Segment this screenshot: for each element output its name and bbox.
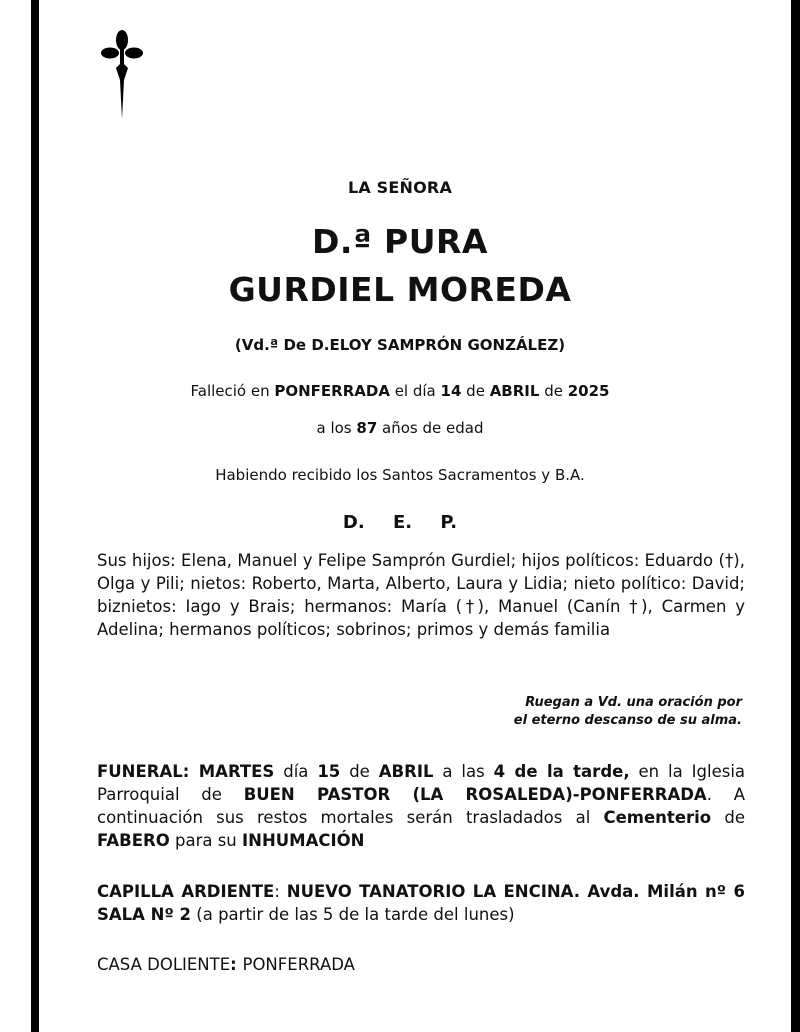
funeral-text: de: [711, 808, 745, 827]
capilla-paragraph: [97, 880, 745, 926]
capilla-colon: :: [274, 882, 287, 901]
capilla-place: NUEVO TANATORIO LA ENCINA. Avda. Milán nº 6 SALA Nº 2: [97, 882, 746, 924]
death-prefix: Falleció en: [190, 382, 275, 400]
funeral-text: para su: [169, 831, 243, 850]
death-line: [0, 382, 800, 400]
death-text: de: [461, 382, 490, 400]
deceased-name-first: D.ª PURA: [312, 222, 488, 261]
capilla-note: (a partir de las 5 de la tarde del lunes): [191, 905, 515, 924]
prayer-request: [514, 694, 742, 730]
death-text: de: [539, 382, 568, 400]
funeral-text: a las: [433, 762, 494, 781]
funeral-text: de: [340, 762, 379, 781]
sacraments-line: Habiendo recibido los Santos Sacramentos y B.A.: [215, 466, 585, 484]
deceased-name-surnames: GURDIEL MOREDA: [228, 270, 572, 309]
funeral-day: 15: [317, 762, 341, 781]
funeral-text: . A continuación sus restos mortales serán trasladados al: [97, 785, 745, 827]
age-suffix: años de edad: [377, 419, 484, 437]
casa-colon: :: [230, 955, 243, 974]
cross-icon: [100, 28, 144, 122]
funeral-burial: INHUMACIÓN: [242, 831, 365, 850]
death-text: el día: [389, 382, 441, 400]
casa-label: CASA DOLIENTE: [97, 955, 231, 974]
casa-doliente: [97, 953, 745, 976]
prayer-line-1: Ruegan a Vd. una oración por: [525, 695, 742, 710]
funeral-text: día: [274, 762, 318, 781]
dep-line: D. E. P.: [342, 512, 458, 533]
funeral-paragraph: [97, 760, 745, 852]
funeral-label: FUNERAL: MARTES: [97, 762, 275, 781]
funeral-church: BUEN PASTOR (LA ROSALEDA)-PONFERRADA: [243, 785, 707, 804]
family-paragraph: Sus hijos: Elena, Manuel y Felipe Samprón Gurdiel; hijos políticos: Eduardo (†), Olga y Pili; nietos: Roberto, Marta, Alberto, Laura y Lidia; nieto político: David; biznietos: Iago y Brais; hermanos: María (†), Manuel (Canín †), Carmen y Adelina; hermanos políticos; sobrinos; primos y demás familia: [97, 551, 745, 639]
funeral-text: en la Iglesia Parroquial de: [97, 762, 746, 804]
casa-place: PONFERRADA: [242, 955, 355, 974]
funeral-month: ABRIL: [378, 762, 434, 781]
death-place: PONFERRADA: [274, 382, 390, 400]
age-value: 87: [356, 419, 378, 437]
death-year: 2025: [567, 382, 610, 400]
widow-of: (Vd.ª De D.ELOY SAMPRÓN GONZÁLEZ): [234, 336, 566, 354]
death-month: ABRIL: [489, 382, 540, 400]
age-line: [0, 419, 800, 437]
death-day: 14: [440, 382, 462, 400]
funeral-cemetery: Cementerio: [603, 808, 712, 827]
funeral-time: 4 de la tarde,: [493, 762, 630, 781]
prayer-line-2: el eterno descanso de su alma.: [513, 713, 742, 728]
capilla-label: CAPILLA ARDIENTE: [97, 882, 275, 901]
title: LA SEÑORA: [347, 178, 453, 197]
age-prefix: a los: [316, 419, 357, 437]
funeral-cemetery-place: FABERO: [97, 831, 170, 850]
